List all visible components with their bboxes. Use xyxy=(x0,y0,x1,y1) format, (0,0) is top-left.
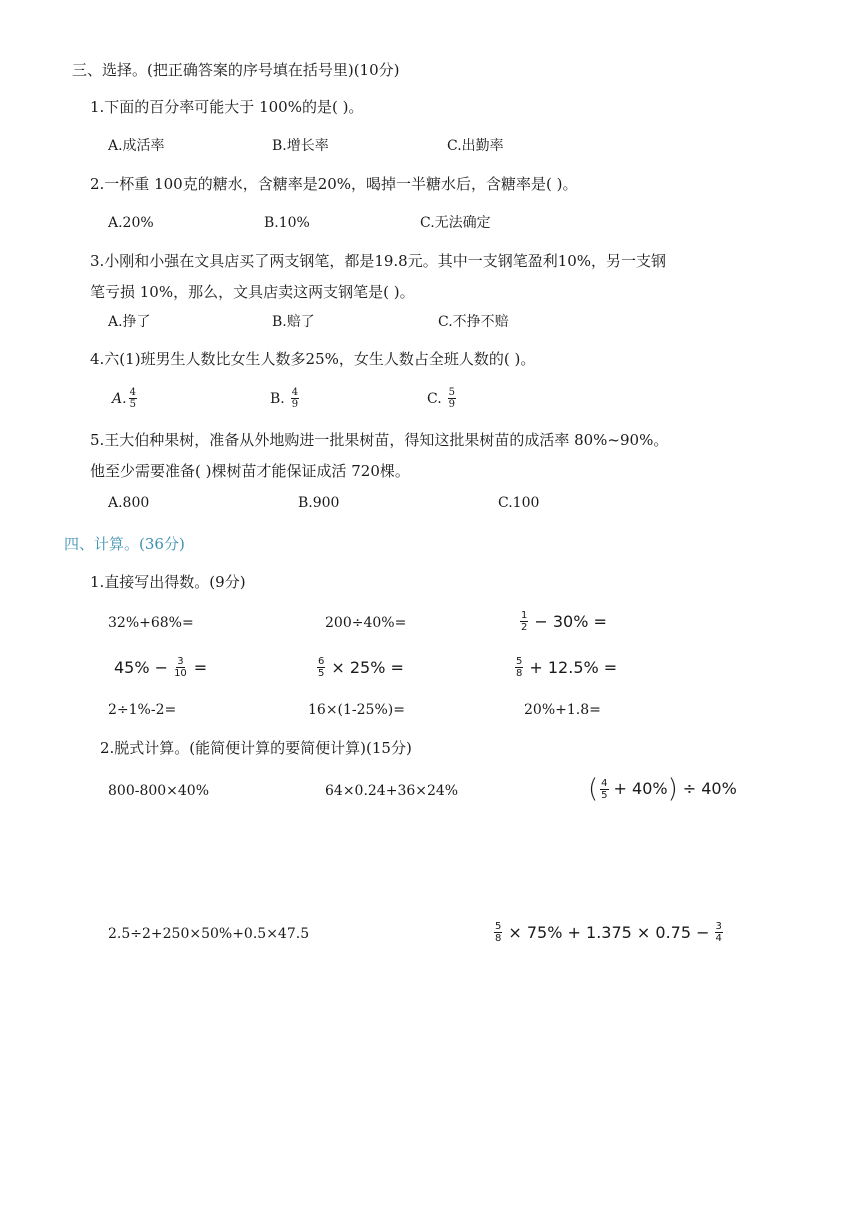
question-3-line2: 笔亏损 10%，那么，文具店卖这两支钢笔是( )。 xyxy=(90,283,415,301)
q3-option-b: B.赔了 xyxy=(272,314,315,330)
calc-2-2-rest: × 25% = xyxy=(331,657,404,677)
calc-2-2 xyxy=(315,656,404,679)
expr-3 xyxy=(588,776,737,802)
calc-1-3-fraction: $\frac{1}{2}$ xyxy=(521,610,528,633)
q4-option-b xyxy=(270,387,301,410)
calc-2-1 xyxy=(114,656,207,679)
calc-2-3 xyxy=(513,656,617,679)
part2-title: 2.脱式计算。(能简便计算的要简便计算)(15分) xyxy=(100,739,412,757)
calc-1-1: 32%+68%= xyxy=(108,615,194,631)
calc-3-3: 20%+1.8= xyxy=(524,702,601,718)
calc-2-1-fraction: $\frac{3}{10}$ xyxy=(174,656,187,679)
expr-3-fraction: $\frac{4}{5}$ xyxy=(601,777,608,801)
calc-3-2: 16×(1-25%)= xyxy=(308,702,405,718)
question-5-line1: 5.王大伯种果树，准备从外地购进一批果树苗，得知这批果树苗的成活率 80%~90%。 xyxy=(90,431,669,449)
expr-5 xyxy=(492,921,725,944)
section4-title: 四、计算。(36分) xyxy=(64,535,185,553)
calc-2-3-rest: + 12.5% = xyxy=(529,657,618,677)
expr-1: 800-800×40% xyxy=(108,783,210,799)
question-5-line2: 他至少需要准备( )棵树苗才能保证成活 720棵。 xyxy=(90,462,410,480)
expr-4: 2.5÷2+250×50%+0.5×47.5 xyxy=(108,926,310,942)
expr-2: 64×0.24+36×24% xyxy=(325,783,459,799)
expr-5-fraction-1: $\frac{5}{8}$ xyxy=(495,921,502,944)
calc-3-1: 2÷1%-2= xyxy=(108,702,177,718)
q2-option-b: B.10% xyxy=(264,215,310,231)
q5-option-a: A.800 xyxy=(108,495,150,511)
q4-option-a-fraction: $\frac{4}{5}$ xyxy=(129,387,136,410)
q3-option-a: A.挣了 xyxy=(108,314,151,330)
q2-option-c: C.无法确定 xyxy=(420,215,491,231)
expr-3-right-paren: ) xyxy=(667,774,678,804)
q4-option-a xyxy=(112,387,139,410)
q4-option-c xyxy=(427,387,458,410)
q4-option-c-label: C. xyxy=(427,390,442,407)
expr-3-mid: + 40% xyxy=(613,779,668,798)
q4-option-b-label: B. xyxy=(270,390,285,407)
calc-2-2-fraction: $\frac{6}{5}$ xyxy=(318,656,325,679)
question-1-text: 1.下面的百分率可能大于 100%的是( )。 xyxy=(90,98,364,116)
expr-3-left-paren: ( xyxy=(588,774,599,804)
calc-1-3 xyxy=(518,610,607,633)
calc-2-1-pre: 45% − xyxy=(114,657,169,677)
calc-1-2: 200÷40%= xyxy=(325,615,407,631)
q5-option-c: C.100 xyxy=(498,495,540,511)
q5-option-b: B.900 xyxy=(298,495,340,511)
q4-option-a-label: A. xyxy=(112,390,127,407)
q3-option-c: C.不挣不赔 xyxy=(438,314,509,330)
q4-option-c-fraction: $\frac{5}{9}$ xyxy=(448,387,456,410)
calc-2-3-fraction: $\frac{5}{8}$ xyxy=(516,656,523,679)
q2-option-a: A.20% xyxy=(108,215,154,231)
expr-3-rest: ÷ 40% xyxy=(682,779,737,798)
question-2-text: 2.一杯重 100克的糖水，含糖率是20%，喝掉一半糖水后，含糖率是( )。 xyxy=(90,175,578,193)
q4-option-b-fraction: $\frac{4}{9}$ xyxy=(291,387,299,410)
expr-5-fraction-2: $\frac{3}{4}$ xyxy=(715,921,722,944)
q1-option-b: B.增长率 xyxy=(272,138,329,154)
q1-option-a: A.成活率 xyxy=(108,138,165,154)
question-3-line1: 3.小刚和小强在文具店买了两支钢笔，都是19.8元。其中一支钢笔盈利10%，另一支钢 xyxy=(90,252,667,270)
question-4-text: 4.六(1)班男生人数比女生人数多25%，女生人数占全班人数的( )。 xyxy=(90,350,536,368)
calc-2-1-rest: = xyxy=(193,657,208,677)
part1-title: 1.直接写出得数。(9分) xyxy=(90,573,246,591)
section3-title: 三、选择。(把正确答案的序号填在括号里)(10分) xyxy=(72,61,400,79)
expr-5-mid: × 75% + 1.375 × 0.75 − xyxy=(508,922,710,942)
q1-option-c: C.出勤率 xyxy=(447,138,504,154)
calc-1-3-rest: − 30% = xyxy=(534,611,607,631)
